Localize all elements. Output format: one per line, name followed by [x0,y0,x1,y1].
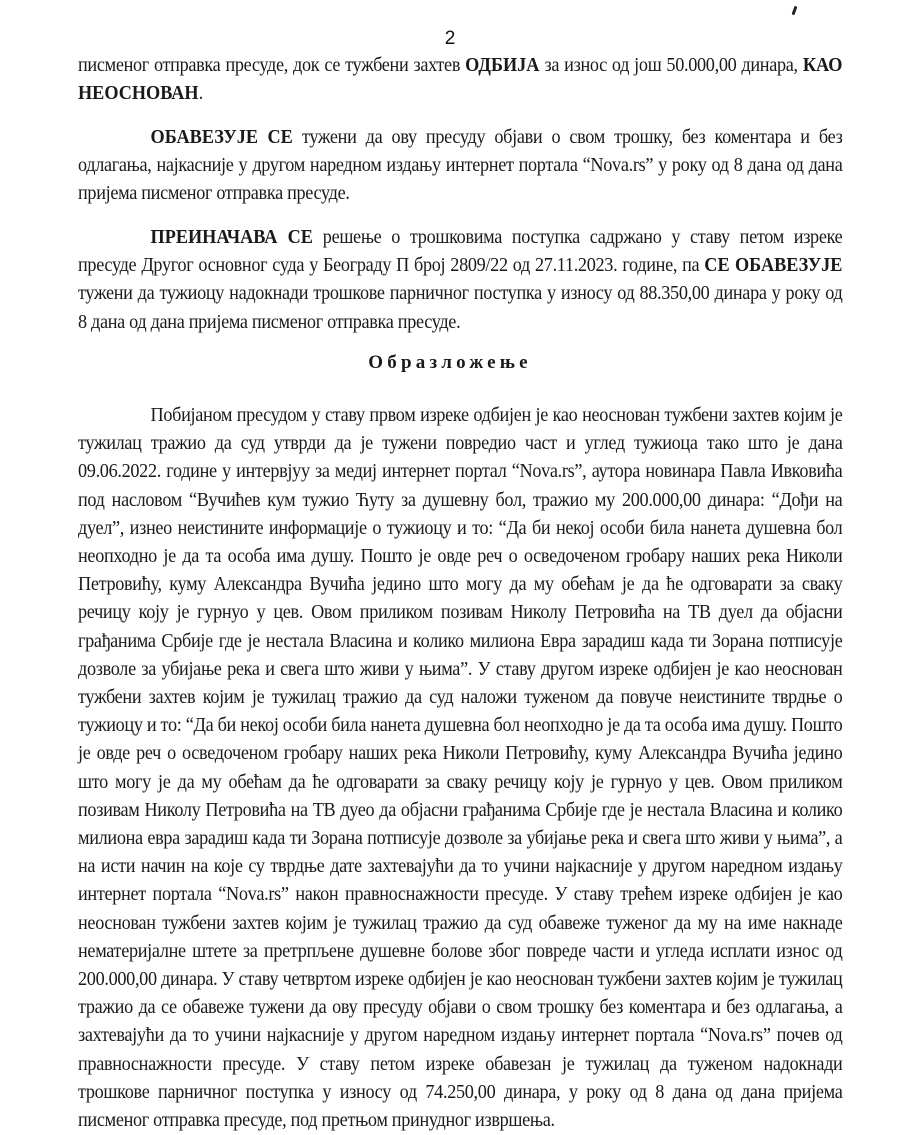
text: писменог отправка пресуде, док се тужбени захтев [78,55,466,76]
paragraph-reasoning: Побијаном пресудом у ставу првом изреке одбијен је као неоснован тужбени захтев којим је тужилац тражио да суд утврди да је тужени повредио част и углед тужиоца тако што је дана 09.06.2022. године у интервјуу за медиј интернет портал “Nova.rs”, аутора новинара Павла Ивковића под насловом “Вучићев кум тужио Ћуту за душевну бол, тражио му 200.000,00 динара: “Дођи на дуел”, изнео неистините информације о тужиоцу и то: “Да би некој особи била нанета душевна бол неопходно је да та особа има душу. Пошто је овде реч о осведоченом гробару наших река Николи Петровићу, куму Александра Вучића једино што могу да му обећам је да ће одговарати за сваку речицу коју је гурнуо у цев. Овом приликом позивам Николу Петровића на ТВ дуел да објасни грађанима Србије где је нестала Власина и колико милиона Евра зарадиш када ти Зорана потписује дозволе за убијање река и свега што живи у њима”. У ставу другом изреке одбијен је као неоснован тужбени захтев којим је тужилац тражио да суд наложи туженом да повуче неистините тврдње о тужиоцу и то: “Да би некој особи била нанета душевна бол неопходно је да та особа има душу. Пошто је овде реч о осведоченом гробару наших река Николи Петровићу, куму Александра Вучића једино што могу је да му обећам да ће одговарати за сваку речицу коју је гурнуо у цев. Овом приликом позивам Николу Петровића на ТВ дуео да објасни грађанима Србије где је нестала Власина и колико милиона евра зарадиш када ти Зорана потписује дозволе за убијање река и свега што живи у њима”, а на исти начин на које су тврдње дате захтевајући да то учини најкасније у другом наредном издању интернет портала “Nova.rs” након правноснажности пресуде. У ставу трећем изреке одбијен је као неоснован тужбени захтев којим је тужилац тражио да суд обавеже туженог да му на име накнаде нематеријалне штете за претрпљене душевне болове због повреде части и угледа исплати износ од 200.000,00 динара. У ставу четвртом изреке одбијен је као неоснован тужбени захтев којим је тужилац тражио да се обавеже тужени да ову пресуду објави о свом трошку без коментара и без одлагања, а захтевајући да то учини најкасније у другом наредном издању интернет портала “Nova.rs” почев од правноснажности пресуде. У ставу петом изреке обавезан је тужилац да туженом надокнади трошкове парничног поступка у износу од 74.250,00 динара, у року од 8 дана од дана пријема писменог отправка пресуде, под претњом принудног извршења. [78,405,843,1132]
text: тужени да тужиоцу надокнади трошкове парничног поступка у износу од 88.350,00 динара у року од 8 дана од дана пријема писменог отправка пресуде. [78,283,843,333]
pen-mark [792,6,798,15]
text: . [198,83,203,105]
paragraph-rejection [78,52,842,108]
bold-text: ОДБИЈА [465,55,540,76]
bold-text: ПРЕИНАЧАВА СЕ [150,227,313,248]
bold-text: КАО НЕОСНОВАН [78,55,843,105]
paragraph-costs-modification [78,224,842,337]
bold-text: ОБАВЕЗУЈЕ СЕ [150,127,293,148]
page-number: 2 [444,28,456,49]
text: решење о трошковима поступка садржано у ставу петом изреке пресуде Другог основног суда у Београду П број 2809/22 од 27.11.2023. године, па [78,227,843,277]
section-heading: Образложење [368,352,532,373]
text: тужени да ову пресуду објави о свом трошку, без коментара и без одлагања, најкасније у другом наредном издању интернет портала “Nova.rs” у року од 8 дана од дана пријема писменог отправка пресуде. [78,127,843,205]
bold-text: СЕ ОБАВЕЗУЈЕ [704,255,843,277]
text: за износ од још 50.000,00 динара, [539,55,803,76]
paragraph-publication-order [78,124,842,209]
